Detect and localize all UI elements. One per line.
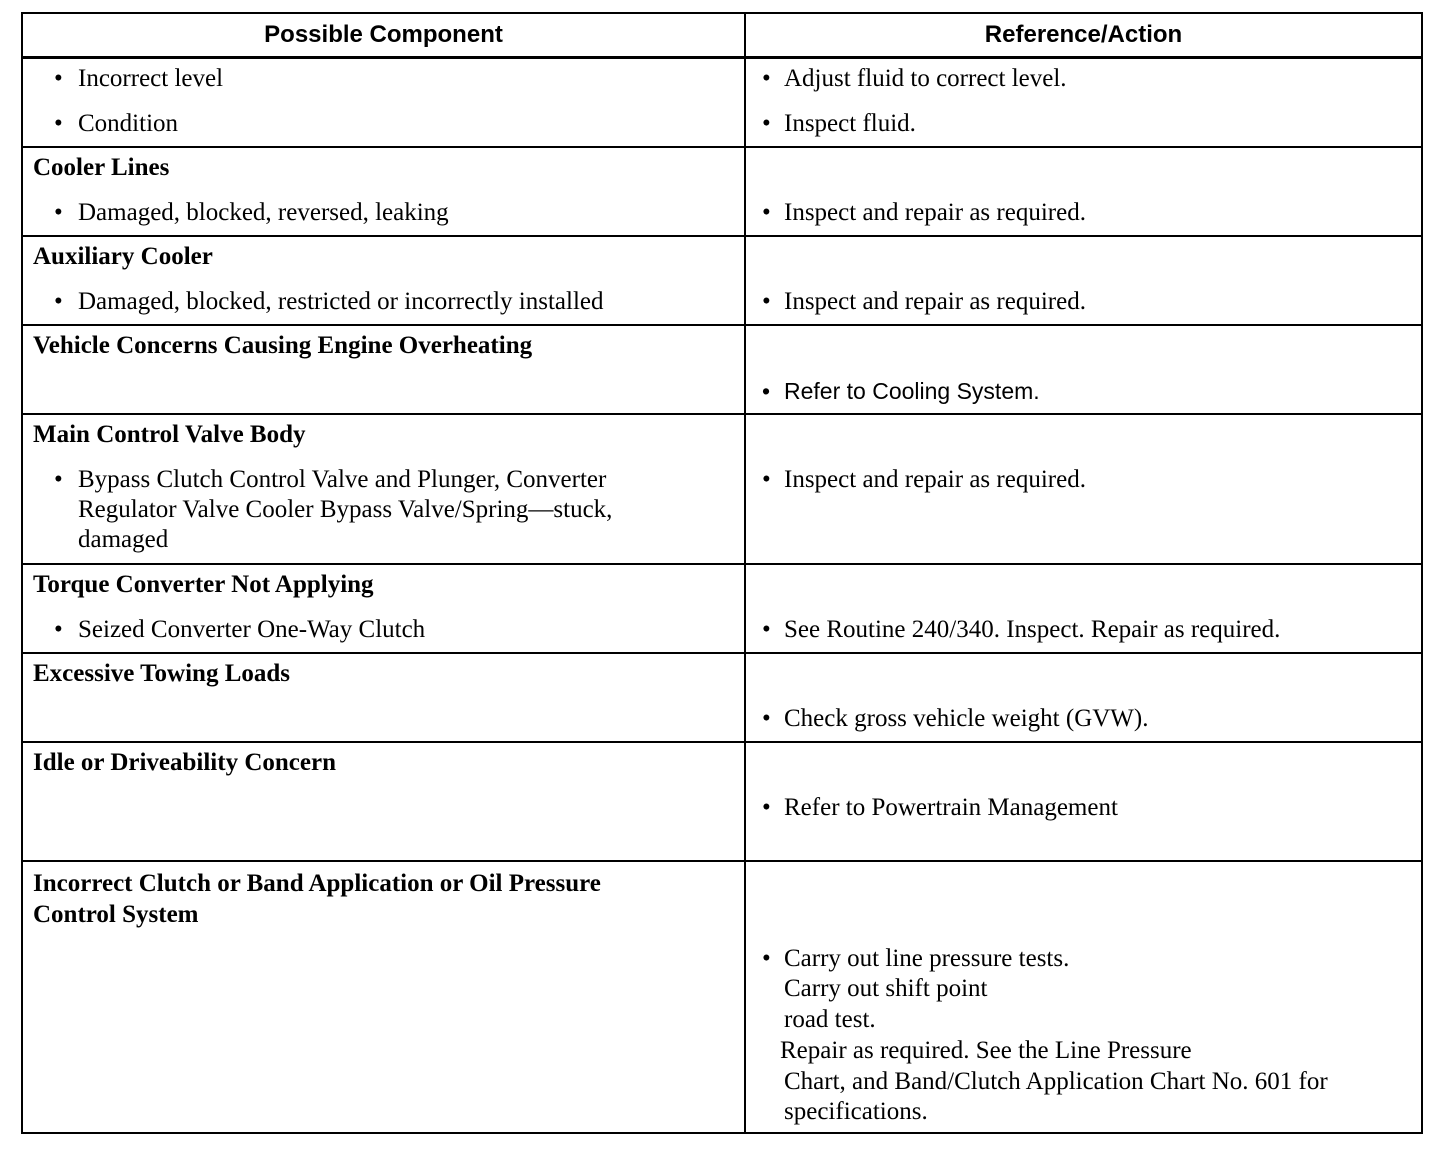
table-row [22, 58, 1422, 147]
component-heading: Cooler Lines [33, 153, 170, 181]
component-cell [22, 861, 745, 1133]
action-cell [745, 147, 1422, 236]
action-continuation: Chart, and Band/Clutch Application Chart No. 601 for [784, 1067, 1328, 1095]
action-bullet: • Carry out line pressure tests. [784, 944, 1421, 974]
action-bullet: • Adjust fluid to correct level. [784, 64, 1421, 94]
action-bullet: • Inspect and repair as required. [784, 287, 1421, 317]
table-row [22, 653, 1422, 742]
table-row [22, 414, 1422, 564]
action-bullet: • Refer to Powertrain Management [784, 793, 1421, 823]
component-cell [22, 414, 745, 564]
action-continuation: road test. [784, 1005, 876, 1033]
action-cell [745, 325, 1422, 414]
action-bullet: • Inspect and repair as required. [784, 465, 1421, 495]
component-cell [22, 147, 745, 236]
component-bullet: • Bypass Clutch Control Valve and Plunger, Converter [78, 465, 744, 495]
component-bullet: • Seized Converter One-Way Clutch [78, 615, 744, 645]
action-bullet: • Inspect fluid. [784, 109, 1421, 139]
component-cell [22, 58, 745, 147]
table-row [22, 325, 1422, 414]
component-cell [22, 653, 745, 742]
component-bullet: • Damaged, blocked, restricted or incorrectly installed [78, 287, 744, 317]
action-continuation: Repair as required. See the Line Pressure [780, 1036, 1192, 1064]
component-heading: Torque Converter Not Applying [33, 570, 374, 598]
component-cell [22, 564, 745, 653]
component-heading: Excessive Towing Loads [33, 659, 291, 687]
action-continuation: specifications. [784, 1097, 928, 1125]
component-cell [22, 236, 745, 325]
component-continuation: damaged [78, 525, 169, 553]
action-cell [745, 861, 1422, 1133]
header-reference-action: Reference/Action [745, 13, 1422, 58]
action-bullet: • Inspect and repair as required. [784, 198, 1421, 228]
action-cell [745, 564, 1422, 653]
diagnosis-table [21, 12, 1423, 1134]
component-heading: Idle or Driveability Concern [33, 748, 336, 776]
action-continuation: Carry out shift point [784, 974, 988, 1002]
action-bullet: • Check gross vehicle weight (GVW). [784, 704, 1421, 734]
table-row [22, 236, 1422, 325]
component-heading: Auxiliary Cooler [33, 242, 213, 270]
component-heading: Control System [33, 900, 199, 928]
component-heading: Incorrect Clutch or Band Application or Oil Pressure [33, 869, 601, 897]
action-cell [745, 742, 1422, 861]
component-continuation: Regulator Valve Cooler Bypass Valve/Spring—stuck, [78, 495, 613, 523]
component-heading: Main Control Valve Body [33, 420, 306, 448]
component-heading: Vehicle Concerns Causing Engine Overheating [33, 331, 533, 359]
action-cell [745, 653, 1422, 742]
action-bullet: • See Routine 240/340. Inspect. Repair as required. [784, 615, 1421, 645]
table-row [22, 861, 1422, 1133]
component-cell [22, 742, 745, 861]
action-cell [745, 236, 1422, 325]
header-possible-component: Possible Component [22, 13, 745, 58]
component-bullet: • Condition [78, 109, 744, 139]
component-bullet: • Damaged, blocked, reversed, leaking [78, 198, 744, 228]
table-row [22, 742, 1422, 861]
table-row [22, 564, 1422, 653]
action-bullet: • Refer to Cooling System. [784, 376, 1421, 406]
component-bullet: • Incorrect level [78, 64, 744, 94]
header-row [22, 13, 1422, 58]
table-row [22, 147, 1422, 236]
component-cell [22, 325, 745, 414]
action-cell [745, 58, 1422, 147]
action-cell [745, 414, 1422, 564]
